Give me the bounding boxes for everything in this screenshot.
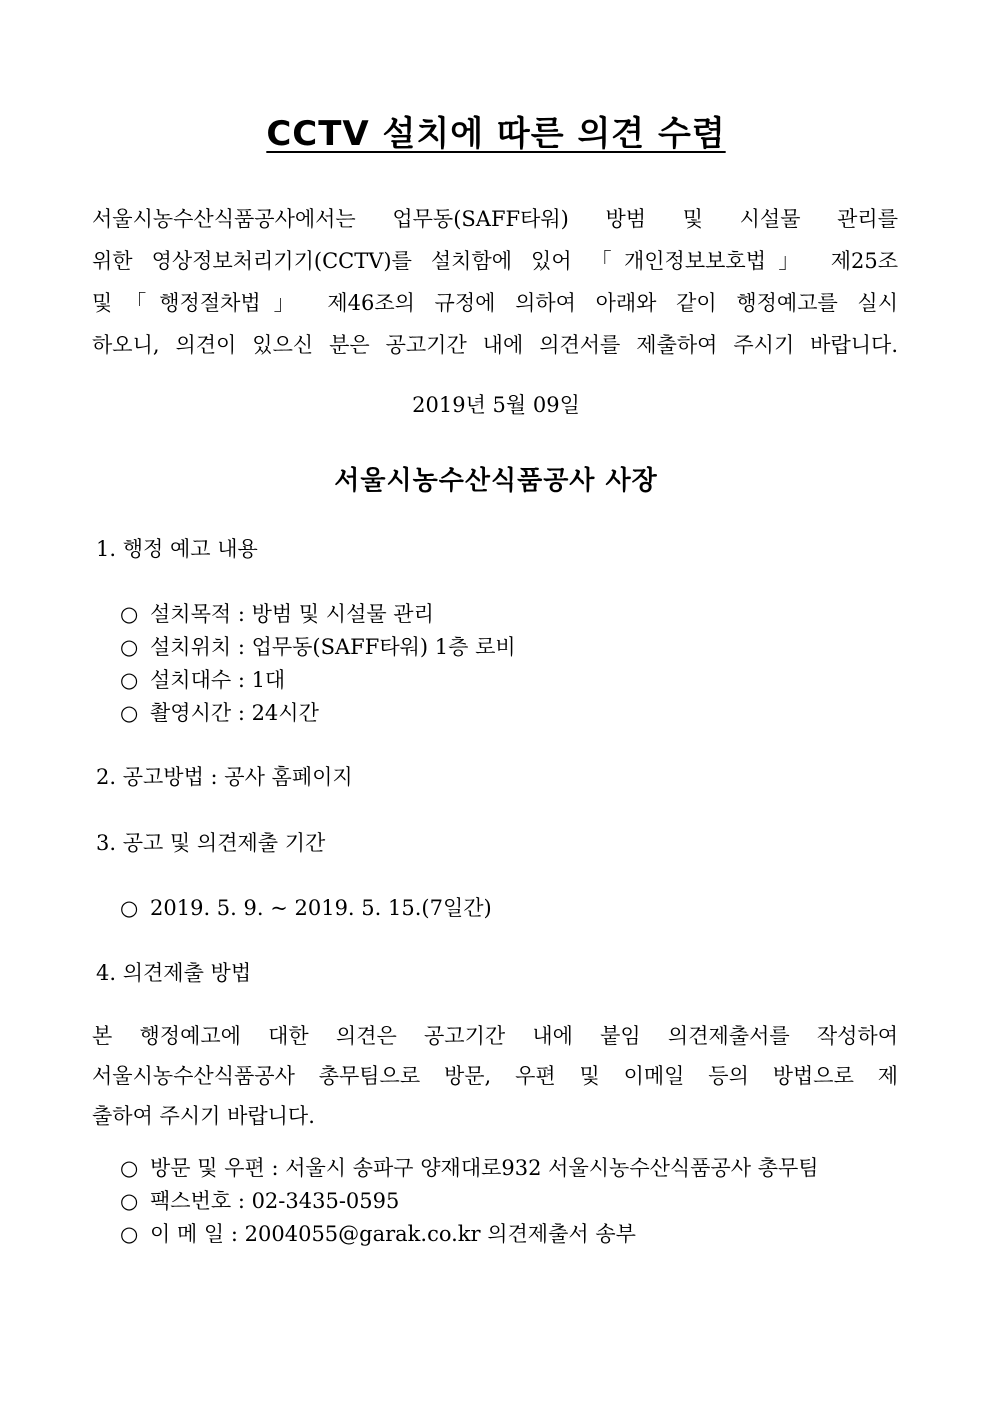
intro-paragraph <box>92 198 898 366</box>
list-item <box>120 892 492 925</box>
list-item <box>120 697 516 730</box>
section-2-heading: 2. 공고방법 : 공사 홈페이지 <box>96 765 353 789</box>
section-4-line: 서울시농수산식품공사 총무팀으로 방문, 우편 및 이메일 등의 방법으로 제 <box>92 1064 898 1088</box>
intro-line: 및「행정절차법」 제46조의 규정에 의하여 아래와 같이 행정예고를 실시 <box>92 291 898 315</box>
list-item-text: 설치대수 : 1대 <box>150 668 286 692</box>
list-item-text: 설치위치 : 업무동(SAFF타워) 1층 로비 <box>150 635 516 659</box>
section-3-heading: 3. 공고 및 의견제출 기간 <box>96 831 326 855</box>
bullet-circle-icon: ○ <box>120 1189 139 1213</box>
list-item-text: 촬영시간 : 24시간 <box>150 701 319 725</box>
document-title <box>0 112 992 156</box>
list-item <box>120 664 516 697</box>
section-4-paragraph <box>92 1016 898 1136</box>
bullet-circle-icon: ○ <box>120 668 139 692</box>
issuer-name: 서울시농수산식품공사 사장 <box>334 466 658 496</box>
list-item <box>120 598 516 631</box>
list-item-text: 방문 및 우편 : 서울시 송파구 양재대로932 서울시농수산식품공사 총무팀 <box>150 1156 819 1180</box>
section-1-heading: 1. 행정 예고 내용 <box>96 537 258 561</box>
bullet-circle-icon: ○ <box>120 896 139 920</box>
section-1-list <box>120 598 516 730</box>
intro-line: 위한 영상정보처리기기(CCTV)를 설치함에 있어 「개인정보보호법」 제25조 <box>92 249 898 273</box>
list-item-text: 이 메 일 : 2004055@garak.co.kr 의견제출서 송부 <box>150 1222 636 1246</box>
section-4-list <box>120 1152 819 1251</box>
bullet-circle-icon: ○ <box>120 701 139 725</box>
bullet-circle-icon: ○ <box>120 602 139 626</box>
section-4-line: 출하여 주시기 바랍니다. <box>92 1104 315 1128</box>
document-title-text: CCTV 설치에 따른 의견 수렴 <box>266 114 726 154</box>
intro-line: 하오니, 의견이 있으신 분은 공고기간 내에 의견서를 제출하여 주시기 바랍니다. <box>92 333 898 357</box>
list-item-text: 팩스번호 : 02-3435-0595 <box>150 1189 400 1213</box>
section-3-list <box>120 892 492 925</box>
section-4-line: 본 행정예고에 대한 의견은 공고기간 내에 붙임 의견제출서를 작성하여 <box>92 1024 898 1048</box>
list-item-text: 2019. 5. 9. ~ 2019. 5. 15.(7일간) <box>150 896 492 920</box>
list-item <box>120 1152 819 1185</box>
list-item <box>120 1218 819 1251</box>
bullet-circle-icon: ○ <box>120 1222 139 1246</box>
section-4-heading: 4. 의견제출 방법 <box>96 961 252 985</box>
notice-date: 2019년 5월 09일 <box>412 393 580 417</box>
list-item-text: 설치목적 : 방범 및 시설물 관리 <box>150 602 434 626</box>
bullet-circle-icon: ○ <box>120 1156 139 1180</box>
list-item <box>120 631 516 664</box>
intro-line: 서울시농수산식품공사에서는 업무동(SAFF타워) 방범 및 시설물 관리를 <box>92 207 898 231</box>
bullet-circle-icon: ○ <box>120 635 139 659</box>
list-item <box>120 1185 819 1218</box>
